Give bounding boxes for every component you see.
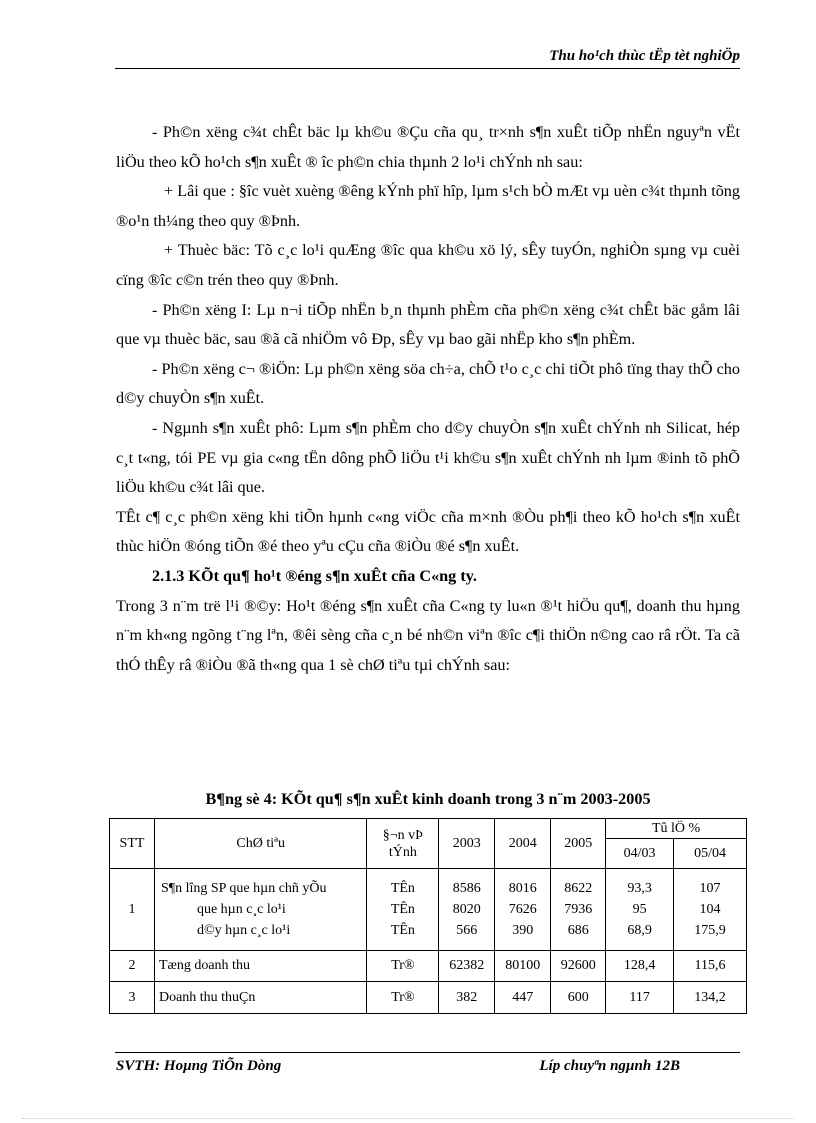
footer-student: SVTH: Hoµng TiÕn Dòng (116, 1058, 282, 1074)
cell-ratio-05-04 (674, 869, 747, 951)
item-2003: 8586 (452, 881, 481, 896)
paragraph-auxiliary: - Ngµnh s¶n xuÊt phô: Lµm s¶n phÈm cho d©y chuyÒn s¶n xuÊt chÝnh nh Silicat, hép c¸t t«ng, tói PE vµ gia c«ng tËn dông phÕ liÖu t¹i kh©u s¶n xuÊt chÝnh nh lµm ®inh tõ phÕ liÖu kh©u c¾t lâi que. (116, 418, 740, 497)
cell-indicator: Tæng doanh thu (154, 951, 366, 982)
item-2004: 8016 (508, 881, 537, 896)
page-bottom-edge (22, 1118, 794, 1119)
paragraph-workshop-one: - Ph©n xëng I: Lµ n¬i tiÕp nhËn b¸n thµnh phÈm cña ph©n xëng c¾t chÊt bäc gåm lâi que vµ thuèc bäc, sau ®ã cã nhiÖm vô Ðp, sÊy vµ bao gãi nhËp kho s¶n phÈm. (116, 300, 740, 349)
item-unit: TÊn (390, 923, 415, 938)
cell-ratio-04-03: 128,4 (606, 951, 674, 982)
cell-2003: 382 (439, 982, 495, 1014)
item-unit: TÊn (390, 902, 415, 917)
item-ratio: 104 (699, 902, 721, 917)
running-header: Thu ho¹ch thùc tËp tèt nghiÖp (549, 48, 740, 64)
cell-indicator (154, 869, 366, 951)
cell-unit: Tr® (367, 982, 439, 1014)
cell-2004 (495, 869, 551, 951)
header-ratio: Tû lÖ % (606, 819, 747, 839)
cell-ratio-04-03 (606, 869, 674, 951)
cell-ratio-05-04: 115,6 (674, 951, 747, 982)
item-name: S¶n lîng SP que hµn chñ yÕu (160, 881, 327, 896)
cell-stt: 1 (110, 869, 155, 951)
table-row (110, 951, 747, 982)
item-ratio: 93,3 (627, 881, 652, 896)
item-2004: 7626 (508, 902, 537, 917)
item-2004: 390 (512, 923, 534, 938)
cell-stt: 2 (110, 951, 155, 982)
item-ratio: 175,9 (694, 923, 726, 938)
paragraph-intro: Trong 3 n¨m trë l¹i ®©y: Ho¹t ®éng s¶n xuÊt cña C«ng ty lu«n ®¹t hiÖu qu¶, doanh thu hµng n¨m kh«ng ngõng t¨ng lªn, ®êi sèng cña c¸n bé nh©n viªn ®îc c¶i thiÖn n©ng cao râ rÖt. Ta cã thÓ thÊy râ ®iÒu ®ã th«ng qua 1 sè chØ tiªu tµi chÝnh sau: (116, 596, 740, 674)
footer-class: Líp chuyªn ngµnh 12B (539, 1058, 680, 1074)
cell-2004: 80100 (495, 951, 551, 982)
paragraph-summary: TÊt c¶ c¸c ph©n xëng khi tiÕn hµnh c«ng viÖc cña m×nh ®Òu ph¶i theo kÕ ho¹ch s¶n xuÊt thùc hiÖn ®óng tiÕn ®é theo yªu cÇu cña ®iÒu ®é s¶n xuÊt. (116, 507, 740, 556)
header-unit: §¬n vÞ tÝnh (367, 819, 439, 869)
cell-stt: 3 (110, 982, 155, 1014)
table-title: B¶ng sè 4: KÕt qu¶ s¶n xuÊt kinh doanh trong 3 n¨m 2003-2005 (205, 790, 651, 808)
table-row (110, 982, 747, 1014)
cell-2005 (551, 869, 606, 951)
footer-rule (115, 1052, 740, 1053)
cell-ratio-04-03: 117 (606, 982, 674, 1014)
header-stt: STT (110, 819, 155, 869)
item-ratio: 68,9 (627, 923, 652, 938)
item-2005: 686 (567, 923, 589, 938)
item-name: d©y hµn c¸c lo¹i (196, 923, 291, 938)
running-footer (116, 1058, 740, 1078)
header-rule (115, 68, 740, 69)
section-heading: 2.1.3 KÕt qu¶ ho¹t ®éng s¶n xuÊt cña C«ng ty. (152, 566, 477, 585)
item-ratio: 107 (699, 881, 721, 896)
item-2005: 8622 (564, 881, 593, 896)
paragraph-core-wire: + Lâi que : §îc vuèt xuèng ®êng kÝnh phï hîp, lµm s¹ch bÒ mÆt vµ uèn c¾t thµnh tõng ®o¹n th¼ng theo quy ®Þnh. (116, 182, 740, 230)
paragraph-mech-elec-workshop: - Ph©n xëng c¬ ®iÖn: Lµ ph©n xëng söa ch÷a, chÕ t¹o c¸c chi tiÕt phô tïng thay thÕ cho d©y chuyÒn s¶n xuÊt. (116, 359, 740, 408)
table-header-row (110, 819, 747, 839)
header-ratio-04-03: 04/03 (606, 839, 674, 869)
item-unit: TÊn (390, 881, 415, 896)
item-ratio: 95 (632, 902, 647, 917)
item-2003: 8020 (452, 902, 481, 917)
cell-2005: 600 (551, 982, 606, 1014)
body-text (116, 118, 740, 680)
cell-2005: 92600 (551, 951, 606, 982)
table-row (110, 869, 747, 951)
item-2005: 7936 (564, 902, 593, 917)
cell-2003: 62382 (439, 951, 495, 982)
header-indicator: ChØ tiªu (154, 819, 366, 869)
header-2005: 2005 (551, 819, 606, 869)
results-table (109, 818, 747, 1014)
header-2004: 2004 (495, 819, 551, 869)
cell-indicator: Doanh thu thuÇn (154, 982, 366, 1014)
cell-2004: 447 (495, 982, 551, 1014)
paragraph-cut-workshop: - Ph©n xëng c¾t chÊt bäc lµ kh©u ®Çu cña qu¸ tr×nh s¶n xuÊt tiÕp nhËn nguyªn vËt liÖu theo kÕ ho¹ch s¶n xuÊt ® îc ph©n chia thµnh 2 lo¹i chÝnh nh sau: (116, 123, 740, 171)
item-name: que hµn c¸c lo¹i (196, 902, 286, 917)
cell-unit: Tr® (367, 951, 439, 982)
cell-2003 (439, 869, 495, 951)
header-2003: 2003 (439, 819, 495, 869)
header-ratio-05-04: 05/04 (674, 839, 747, 869)
cell-unit (367, 869, 439, 951)
paragraph-flux: + Thuèc bäc: Tõ c¸c lo¹i quÆng ®îc qua kh©u xö lý, sÊy tuyÓn, nghiÒn sµng vµ cuèi cïng ®îc c©n trén theo quy ®Þnh. (116, 241, 740, 289)
cell-ratio-05-04: 134,2 (674, 982, 747, 1014)
item-2003: 566 (456, 923, 478, 938)
